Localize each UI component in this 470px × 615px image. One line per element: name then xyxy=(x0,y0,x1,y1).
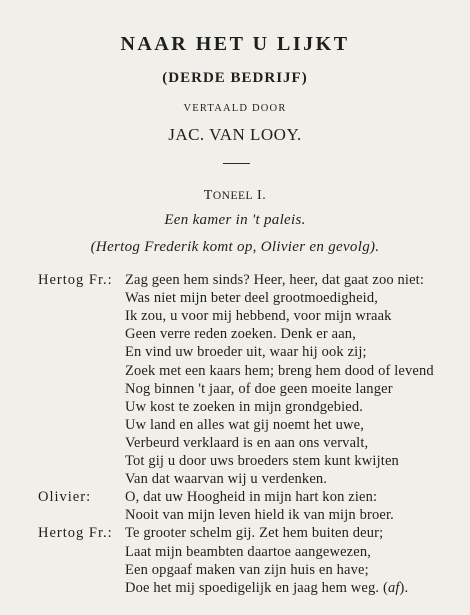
play-title: NAAR HET U LIJKT xyxy=(120,33,350,55)
scene-number: I. xyxy=(253,188,267,203)
stage-exit-af: af xyxy=(387,580,400,596)
verse-line: Uw kost te zoeken in mijn grondgebied. xyxy=(125,399,364,415)
verse-line: Ik zou, u voor mij hebbend, voor mijn wraak xyxy=(125,308,392,324)
verse-line: Zoek met een kaars hem; breng hem dood of levend xyxy=(125,363,434,379)
verse-line: Nog binnen 't jaar, of doe geen moeite langer xyxy=(125,381,393,397)
scene-label-rest: ONEEL xyxy=(212,190,254,202)
scene-label-initial: T xyxy=(203,188,213,203)
verse-line: Was niet mijn beter deel grootmoedigheid, xyxy=(125,290,379,306)
translated-by-label: VERTAALD DOOR xyxy=(183,103,287,114)
verse-line: O, dat uw Hoogheid in mijn hart kon zien: xyxy=(125,489,378,505)
verse-line: En vind uw broeder uit, waar hij ook zij; xyxy=(125,344,367,360)
verse-line: Geen verre reden zoeken. Denk er aan, xyxy=(125,326,356,342)
verse-line: Laat mijn beambten daartoe aangewezen, xyxy=(125,544,372,560)
verse-line: Van dat waarvan wij u verdenken. xyxy=(125,471,328,487)
verse-line: Verbeurd verklaard is en aan ons vervalt, xyxy=(125,435,369,451)
translator-name: JAC. VAN LOOY. xyxy=(168,125,302,144)
verse-line: Nooit van mijn leven hield ik van mijn broer. xyxy=(125,507,394,523)
divider-rule xyxy=(223,163,250,164)
verse-line: Te grooter schelm gij. Zet hem buiten deur; xyxy=(125,525,384,541)
verse-line: Een opgaaf maken van zijn huis en have; xyxy=(125,562,369,578)
scene-heading xyxy=(0,188,470,204)
stage-direction: (Hertog Frederik komt op, Olivier en gevolg). xyxy=(90,239,380,255)
verse-line: Zag geen hem sinds? Heer, heer, dat gaat zoo niet: xyxy=(125,272,425,288)
verse-line: Doe het mij spoedigelijk en jaag hem weg. (af). xyxy=(125,580,409,596)
verse-line: Uw land en alles wat gij noemt het uwe, xyxy=(125,417,364,433)
verse-line: Tot gij u door uws broeders stem kunt kwijten xyxy=(125,453,399,469)
scene-setting: Een kamer in 't paleis. xyxy=(164,212,306,228)
speaker-label: Hertog Fr.: xyxy=(38,525,113,541)
act-subtitle: (DERDE BEDRIJF) xyxy=(162,70,308,86)
speaker-label: Hertog Fr.: xyxy=(38,272,113,288)
speaker-label: Olivier: xyxy=(38,489,92,505)
